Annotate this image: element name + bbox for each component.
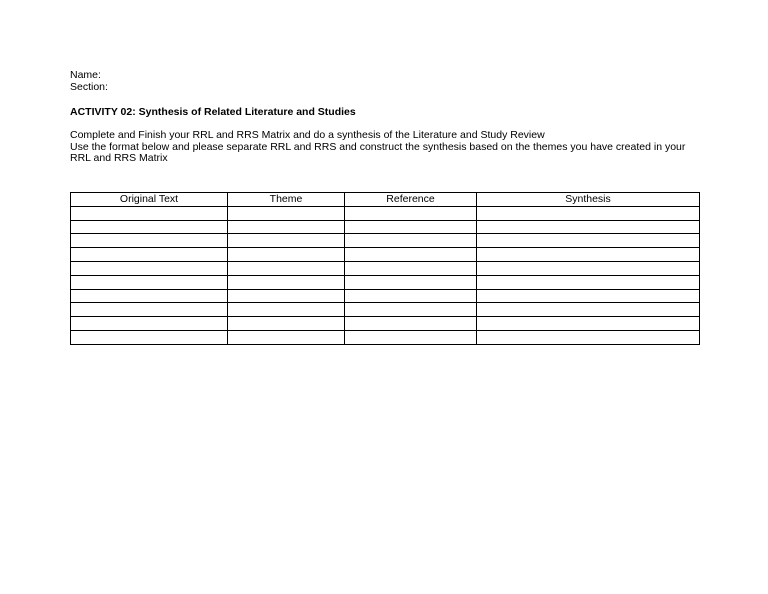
table-row — [71, 206, 700, 220]
table-cell[interactable] — [228, 303, 345, 317]
table-cell[interactable] — [477, 220, 700, 234]
table-cell[interactable] — [477, 317, 700, 331]
table-cell[interactable] — [228, 261, 345, 275]
table-cell[interactable] — [477, 275, 700, 289]
table-row — [71, 317, 700, 331]
table-row — [71, 275, 700, 289]
table-cell[interactable] — [228, 275, 345, 289]
table-cell[interactable] — [71, 206, 228, 220]
header-synthesis: Synthesis — [477, 193, 700, 207]
table-cell[interactable] — [345, 330, 477, 344]
table-cell[interactable] — [345, 248, 477, 262]
table-cell[interactable] — [228, 330, 345, 344]
header-theme: Theme — [228, 193, 345, 207]
table-header-row — [71, 193, 700, 207]
table-row — [71, 261, 700, 275]
table-cell[interactable] — [71, 234, 228, 248]
table-cell[interactable] — [228, 234, 345, 248]
table-row — [71, 330, 700, 344]
rrl-rrs-matrix-table — [70, 192, 700, 345]
table-cell[interactable] — [345, 206, 477, 220]
instruction-line-2: Use the format below and please separate RRL and RRS and construct the synthesis based on the themes you have created in your RRL and RRS Matrix — [70, 140, 686, 164]
table-cell[interactable] — [71, 220, 228, 234]
table-cell[interactable] — [71, 303, 228, 317]
name-label: Name: — [70, 69, 101, 81]
header-reference: Reference — [345, 193, 477, 207]
instruction-line-1: Complete and Finish your RRL and RRS Matrix and do a synthesis of the Literature and Study Review — [70, 129, 545, 141]
table-row — [71, 220, 700, 234]
table-cell[interactable] — [228, 220, 345, 234]
activity-title: ACTIVITY 02: Synthesis of Related Literature and Studies — [70, 106, 356, 118]
table-cell[interactable] — [477, 206, 700, 220]
table-cell[interactable] — [71, 330, 228, 344]
table-cell[interactable] — [345, 220, 477, 234]
header-original-text: Original Text — [71, 193, 228, 207]
table-cell[interactable] — [71, 317, 228, 331]
table-cell[interactable] — [71, 248, 228, 262]
table-cell[interactable] — [228, 289, 345, 303]
table-cell[interactable] — [345, 303, 477, 317]
table-cell[interactable] — [345, 234, 477, 248]
table-row — [71, 289, 700, 303]
table-cell[interactable] — [477, 303, 700, 317]
table-cell[interactable] — [228, 248, 345, 262]
table-row — [71, 303, 700, 317]
table-cell[interactable] — [71, 289, 228, 303]
section-label: Section: — [70, 81, 108, 93]
table-cell[interactable] — [345, 261, 477, 275]
table-cell[interactable] — [345, 317, 477, 331]
table-cell[interactable] — [477, 248, 700, 262]
table-cell[interactable] — [477, 234, 700, 248]
table-row — [71, 248, 700, 262]
table-cell[interactable] — [345, 289, 477, 303]
table-row — [71, 234, 700, 248]
table-cell[interactable] — [71, 261, 228, 275]
table-cell[interactable] — [477, 261, 700, 275]
table-cell[interactable] — [228, 206, 345, 220]
table-cell[interactable] — [477, 289, 700, 303]
table-cell[interactable] — [477, 330, 700, 344]
table-cell[interactable] — [228, 317, 345, 331]
table-cell[interactable] — [345, 275, 477, 289]
table-cell[interactable] — [71, 275, 228, 289]
instructions — [70, 130, 702, 165]
